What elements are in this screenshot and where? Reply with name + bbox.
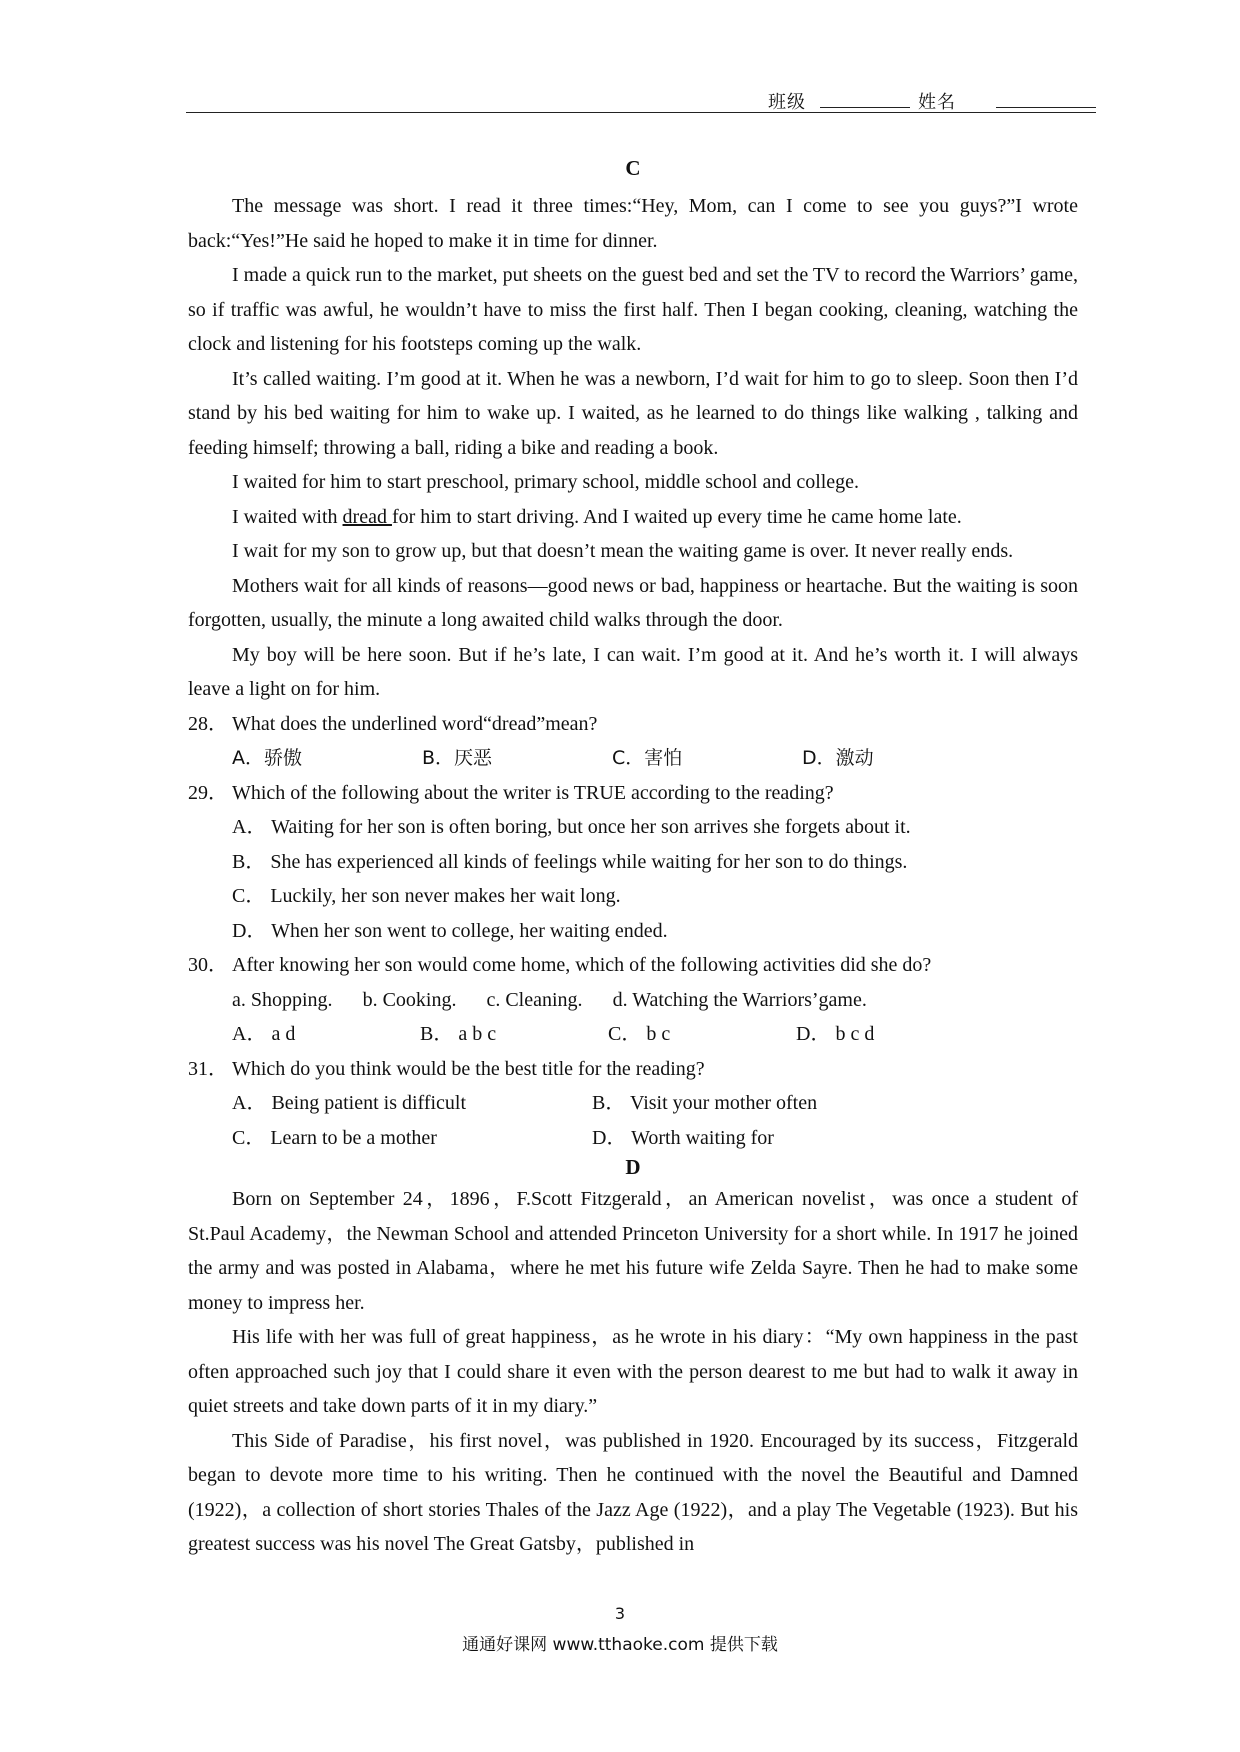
passage-c-paragraph-6: I wait for my son to grow up, but that doesn’t mean the waiting game is over. It never really ends. — [232, 540, 1014, 562]
activity-item: c. Cleaning. — [486, 988, 583, 1011]
para5-before: I waited with — [232, 505, 343, 528]
question-31-options-row-2 — [188, 1121, 1078, 1156]
underlined-word-dread: dread — [342, 505, 392, 528]
passage-c-paragraph-4: I waited for him to start preschool, primary school, middle school and college. — [232, 471, 860, 493]
passage-c-paragraph-3: It’s called waiting. I’m good at it. When he was a newborn, I’d wait for him to go to sleep. Soon then I’d stand by his bed waiting for him to wake up. I waited, as he learned to do things like walking , talking and feeding himself; throwing a ball, riding a bike and reading a book. — [188, 367, 1078, 459]
page-header — [186, 84, 1096, 113]
option-d[interactable]: D． When her son went to college, her waiting ended. — [232, 919, 668, 942]
question-number: 30． — [188, 954, 228, 976]
option-a[interactable]: A． Being patient is difficult — [232, 1092, 467, 1114]
question-number: 31． — [188, 1057, 228, 1080]
question-text: Which of the following about the writer is TRUE according to the reading? — [232, 781, 834, 804]
option-d[interactable]: D． b c d — [796, 1023, 875, 1045]
question-text: Which do you think would be the best title for the reading? — [232, 1057, 705, 1080]
question-number: 28． — [188, 712, 228, 735]
passage-c-paragraph-7: Mothers wait for all kinds of reasons—good news or bad, happiness or heartache. But the waiting is soon forgotten, usually, the minute a long awaited child walks through the door. — [188, 574, 1078, 631]
passage-c-paragraph-8: My boy will be here soon. But if he’s late, I can wait. I’m good at it. And he’s worth it. I will always leave a light on for him. — [188, 643, 1078, 700]
option-c[interactable]: C．害怕 — [612, 747, 683, 769]
option-b[interactable]: B．厌恶 — [422, 747, 493, 769]
activity-item: d. Watching the Warriors’game. — [612, 988, 867, 1011]
section-c-heading: C — [625, 156, 641, 180]
passage-d-paragraph-1: Born on September 24，1896，F.Scott Fitzgerald，an American novelist，was once a student of St.Paul Academy，the Newman School and attended Princeton University for a short while. In 1917 he joined the army and was posted in Alabama，where he met his future wife Zelda Sayre. Then he had to make some money to impress her. — [188, 1188, 1078, 1314]
question-30-activities — [188, 983, 1078, 1018]
question-30 — [188, 948, 1078, 983]
question-31-options-row-1 — [188, 1086, 1078, 1121]
question-text: What does the underlined word“dread”mean? — [232, 712, 598, 735]
section-d-heading: D — [625, 1155, 641, 1179]
question-28-options — [188, 741, 1078, 776]
option-c[interactable]: C． b c — [608, 1023, 671, 1045]
name-blank[interactable] — [996, 93, 1096, 108]
option-d[interactable]: D． Worth waiting for — [592, 1126, 774, 1149]
student-info-fields — [768, 88, 1096, 114]
passage-d-paragraph-2: His life with her was full of great happiness，as he wrote in his diary：“My own happiness in the past often approached such joy that I could share it even with the person dearest to me but had to walk it away in quiet streets and take down parts of it in my diary.” — [188, 1326, 1078, 1417]
option-c[interactable]: C． Luckily, her son never makes her wait long. — [232, 885, 621, 907]
option-c[interactable]: C． Learn to be a mother — [232, 1126, 437, 1149]
option-b[interactable]: B． Visit your mother often — [592, 1092, 818, 1114]
option-b[interactable]: B． a b c — [420, 1023, 497, 1045]
footer-site-text: 通通好课网 www.tthaoke.com 提供下载 — [462, 1635, 778, 1655]
option-a[interactable]: A． Waiting for her son is often boring, but once her son arrives she forgets about it. — [232, 816, 911, 838]
passage-c-paragraph-5 — [188, 500, 1078, 535]
class-label: 班级 — [768, 92, 806, 113]
option-b[interactable]: B． She has experienced all kinds of feelings while waiting for her son to do things. — [232, 850, 908, 873]
option-a[interactable]: A． a d — [232, 1023, 296, 1045]
name-label: 姓名 — [918, 92, 956, 113]
activity-item: b. Cooking. — [362, 988, 457, 1011]
option-d[interactable]: D．激动 — [802, 747, 874, 769]
class-blank[interactable] — [820, 93, 910, 108]
option-a[interactable]: A．骄傲 — [232, 747, 302, 769]
question-30-options — [188, 1017, 1078, 1052]
question-text: After knowing her son would come home, which of the following activities did she do? — [232, 954, 932, 976]
activity-item: a. Shopping. — [232, 988, 333, 1011]
passage-c-paragraph-2: I made a quick run to the market, put sheets on the guest bed and set the TV to record the Warriors’ game, so if traffic was awful, he wouldn’t have to miss the first half. Then I began cooking, cleaning, watching the clock and listening for his footsteps coming up the walk. — [188, 264, 1078, 355]
passage-c-paragraph-1: The message was short. I read it three times:“Hey, Mom, can I come to see you guys?”I wrote back:“Yes!”He said he hoped to make it in time for dinner. — [188, 195, 1078, 252]
passage-d-paragraph-3: This Side of Paradise，his first novel，was published in 1920. Encouraged by its success，Fitzgerald began to devote more time to his writing. Then he continued with the novel the Beautiful and Damned (1922)，a collection of short stories Thales of the Jazz Age (1922)，and a play The Vegetable (1923). But his greatest success was his novel The Great Gatsby，published in — [188, 1429, 1078, 1555]
question-number: 29． — [188, 781, 228, 804]
para5-after: for him to start driving. And I waited up every time he came home late. — [391, 505, 962, 528]
question-28 — [188, 707, 1078, 742]
page-number: 3 — [614, 1604, 626, 1623]
question-31 — [188, 1052, 1078, 1087]
question-29 — [188, 776, 1078, 811]
page-content — [188, 150, 1078, 1562]
